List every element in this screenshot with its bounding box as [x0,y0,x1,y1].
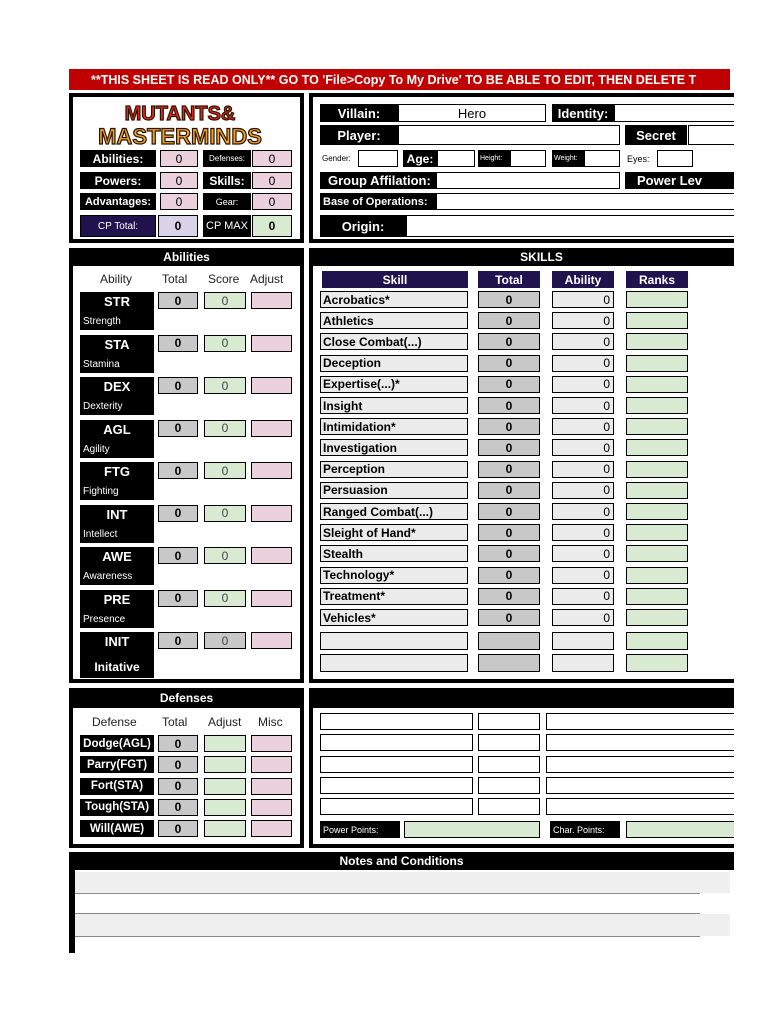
age-field[interactable] [437,150,475,167]
defense-misc[interactable] [251,735,292,752]
skill-ranks[interactable] [626,312,688,329]
skill-name [320,632,468,650]
ability-adjust[interactable] [251,335,292,352]
identity-label: Identity: [552,104,614,122]
height-field[interactable] [510,150,546,167]
defense-label: Fort(STA) [80,778,154,795]
ability-abbr: INIT [104,634,130,649]
skill-total: 0 [478,397,540,414]
skill-total: 0 [478,439,540,456]
skills-col-total: Total [478,271,540,288]
defense-adjust[interactable] [204,735,246,752]
skills-col-ability: Ability [552,271,614,288]
ability-abbr: AWE [102,549,132,564]
skill-ability: 0 [552,482,614,499]
skill-ability: 0 [552,397,614,414]
skill-ranks[interactable] [626,376,688,393]
cp-max-label: CP MAX [203,215,251,237]
defense-adjust[interactable] [204,820,246,837]
power-rank-field[interactable] [478,777,540,794]
ability-total: 0 [158,335,198,352]
ability-name: Dexterity [83,401,123,412]
origin-label: Origin: [320,215,406,237]
base-of-operations-label: Base of Operations: [320,193,436,210]
power-rank-field[interactable] [478,734,540,751]
skill-ability: 0 [552,312,614,329]
power-name-field[interactable] [320,798,473,815]
powers-summary-label: Powers: [80,172,156,189]
ability-name: Initative [94,660,140,674]
ability-label-awe [80,547,154,585]
skill-total: 0 [478,524,540,541]
skill-ranks[interactable] [626,291,688,308]
defenses-col-defense: Defense [92,715,137,729]
gender-field[interactable] [358,150,398,167]
read-only-banner [69,69,730,90]
skill-ability: 0 [552,291,614,308]
abilities-col-adjust: Adjust [250,272,284,286]
skill-total: 0 [478,588,540,605]
cp-max-value: 0 [252,215,292,237]
ability-score[interactable]: 0 [204,292,246,309]
weight-field[interactable] [584,150,620,167]
group-affiliation-field[interactable] [436,172,620,189]
skill-name: Perception [320,461,468,478]
ability-score[interactable]: 0 [204,590,246,607]
ability-abbr: PRE [103,591,131,607]
defenses-summary-label: Defenses: [203,150,251,167]
ability-adjust[interactable] [251,292,292,309]
skill-ranks[interactable] [626,482,688,499]
skill-ranks[interactable] [626,632,688,650]
power-desc-field[interactable] [546,777,734,794]
defense-label: Dodge(AGL) [80,735,154,752]
skill-ranks[interactable] [626,355,688,372]
ability-score[interactable]: 0 [204,420,246,437]
skills-col-ranks: Ranks [626,271,688,288]
defense-label: Will(AWE) [80,820,154,837]
skill-ability: 0 [552,418,614,435]
abilities-title: Abilities [69,248,304,266]
skill-ranks[interactable] [626,418,688,435]
weight-label: Weight: [552,150,584,167]
power-name-field[interactable] [320,734,473,751]
ability-total: 0 [158,547,198,564]
ability-label-ftg [80,462,154,500]
skill-total: 0 [478,545,540,562]
ability-label-init [80,632,154,678]
defense-misc[interactable] [251,820,292,837]
logo-line-2: MASTERMINDS [98,124,262,148]
skill-total [478,654,540,672]
power-name-field[interactable] [320,713,473,730]
power-rank-field[interactable] [478,756,540,773]
ability-abbr: STR [104,294,130,309]
skills-summary-value: 0 [252,172,292,189]
ability-total: 0 [158,292,198,309]
skill-name: Close Combat(...) [320,333,468,350]
skill-ranks[interactable] [626,439,688,456]
defense-total: 0 [158,820,198,837]
ability-total: 0 [158,377,198,394]
power-desc-field[interactable] [546,756,734,773]
skill-ranks[interactable] [626,503,688,520]
ability-label-str [80,292,154,330]
skill-ability: 0 [552,524,614,541]
skill-ranks[interactable] [626,545,688,562]
defenses-summary-value: 0 [252,150,292,167]
skill-total: 0 [478,418,540,435]
power-name-field[interactable] [320,777,473,794]
skill-name: Persuasion [320,482,468,499]
ability-score[interactable]: 0 [204,335,246,352]
advantages-summary-label: Advantages: [80,193,156,210]
power-name-field[interactable] [320,756,473,773]
skill-ranks[interactable] [626,397,688,414]
char-points-field[interactable] [626,821,734,838]
ability-abbr: DEX [103,379,131,394]
ability-total: 0 [158,590,198,607]
skill-total: 0 [478,567,540,584]
identity-field[interactable] [614,104,734,122]
origin-field[interactable] [406,215,734,237]
skill-ability: 0 [552,609,614,626]
eyes-label: Eyes: [625,150,657,167]
skill-total: 0 [478,312,540,329]
skill-ability: 0 [552,545,614,562]
secret-label: Secret [625,125,687,145]
skill-name: Stealth [320,545,468,562]
secret-field[interactable] [688,125,734,145]
ability-name: Stamina [83,358,120,370]
skill-total: 0 [478,355,540,372]
skill-ability [552,654,614,672]
defense-total: 0 [158,778,198,795]
defense-adjust[interactable] [204,778,246,795]
abilities-summary-value: 0 [160,150,198,167]
defenses-col-total: Total [162,715,188,729]
villain-field[interactable]: Hero [398,104,546,122]
abilities-col-ability: Ability [100,272,133,286]
notes-title: Notes and Conditions [69,852,734,870]
ability-adjust[interactable] [251,590,292,607]
skill-total: 0 [478,291,540,308]
defense-misc[interactable] [251,799,292,816]
skill-name: Insight [320,397,468,414]
notes-line-2[interactable] [75,893,700,914]
ability-name: Presence [83,613,126,625]
ability-label-agl [80,420,154,458]
skill-ability: 0 [552,376,614,393]
skill-total: 0 [478,482,540,499]
ability-name: Agility [83,443,110,455]
ability-score[interactable]: 0 [204,462,246,479]
skill-name: Vehicles* [320,609,468,626]
power-rank-field[interactable] [478,713,540,730]
skill-ranks[interactable] [626,333,688,350]
skill-ability: 0 [552,503,614,520]
skill-ranks[interactable] [626,609,688,626]
ability-adjust[interactable] [251,420,292,437]
skill-name: Sleight of Hand* [320,524,468,541]
skill-name: Intimidation* [320,418,468,435]
abilities-col-score: Score [208,272,240,286]
skill-total: 0 [478,503,540,520]
skill-ranks[interactable] [626,654,688,672]
skill-ability: 0 [552,588,614,605]
ability-label-dex [80,377,154,415]
ability-score[interactable]: 0 [204,547,246,564]
player-label: Player: [320,125,398,145]
villain-label: Villain: [320,104,398,122]
abilities-col-total: Total [162,272,188,286]
skill-name: Acrobatics* [320,291,468,308]
skill-ability: 0 [552,333,614,350]
defense-total: 0 [158,756,198,773]
skill-name: Expertise(...)* [320,376,468,393]
ability-total: 0 [158,462,198,479]
power-desc-field[interactable] [546,798,734,815]
defense-misc[interactable] [251,778,292,795]
ability-score[interactable]: 0 [204,505,246,522]
skill-name: Ranged Combat(...) [320,503,468,520]
power-points-field[interactable] [404,821,540,838]
cp-total-label: CP Total: [80,215,156,237]
banner-text: **THIS SHEET IS READ ONLY** GO TO 'File>Copy To My Drive' TO BE ABLE TO EDIT, THEN DELETE T [91,72,697,87]
ability-abbr: INT [106,506,128,522]
defense-total: 0 [158,735,198,752]
defense-misc[interactable] [251,756,292,773]
ability-abbr: AGL [103,421,131,437]
ability-label-sta [80,335,154,373]
skill-ability [552,632,614,650]
gear-summary-value: 0 [252,193,292,210]
skill-name: Technology* [320,567,468,584]
ability-label-pre [80,590,154,628]
char-points-label: Char. Points: [550,821,620,838]
logo-line-1: MUTANTS& [124,103,236,125]
skill-ability: 0 [552,461,614,478]
ability-name: Intellect [83,528,118,540]
age-label: Age: [403,150,437,167]
skills-summary-label: Skills: [203,172,251,189]
skills-col-skill: Skill [322,271,468,288]
abilities-summary-label: Abilities: [80,150,156,167]
skill-name: Athletics [320,312,468,329]
skill-name: Deception [320,355,468,372]
skill-name [320,654,468,672]
power-rank-field[interactable] [478,798,540,815]
defense-adjust[interactable] [204,756,246,773]
ability-abbr: FTG [104,464,130,479]
skill-name: Investigation [320,439,468,456]
ability-adjust[interactable] [251,632,292,649]
skill-ranks[interactable] [626,524,688,541]
skill-ability: 0 [552,355,614,372]
ability-score[interactable]: 0 [204,377,246,394]
power-desc-field[interactable] [546,713,734,730]
ability-name: Strength [83,316,121,327]
skill-ability: 0 [552,439,614,456]
ability-adjust[interactable] [251,505,292,522]
defenses-title: Defenses [69,688,304,708]
ability-adjust[interactable] [251,547,292,564]
defenses-col-misc: Misc [258,715,283,729]
ability-total: 0 [158,505,198,522]
power-points-label: Power Points: [320,821,400,838]
advantages-summary-value: 0 [160,193,198,210]
ability-total: 0 [158,632,198,649]
skill-ranks[interactable] [626,461,688,478]
power-desc-field[interactable] [546,734,734,751]
power-level-label: Power Lev [625,172,734,189]
cp-total-value: 0 [158,215,198,237]
ability-abbr: STA [104,336,130,352]
notes-line-3[interactable] [75,914,730,936]
skill-name: Treatment* [320,588,468,605]
defense-label: Tough(STA) [80,799,154,816]
ability-score[interactable]: 0 [204,632,246,649]
gear-summary-label: Gear: [203,193,251,210]
notes-line-4[interactable] [75,936,700,937]
ability-label-int [80,505,154,543]
skill-total: 0 [478,333,540,350]
gender-label: Gender: [320,150,358,167]
mutants-masterminds-logo [92,100,268,148]
ability-name: Awareness [83,571,133,582]
skill-total: 0 [478,461,540,478]
skills-title: SKILLS [309,248,734,266]
powers-summary-value: 0 [160,172,198,189]
powers-header-bar [309,688,734,708]
player-field[interactable] [398,125,620,145]
defense-label: Parry(FGT) [80,756,154,773]
ability-total: 0 [158,420,198,437]
base-of-operations-field[interactable] [436,193,734,210]
skill-ranks[interactable] [626,567,688,584]
defense-adjust[interactable] [204,799,246,816]
ability-name: Fighting [83,486,119,497]
group-affiliation-label: Group Affilation: [320,172,436,189]
defense-total: 0 [158,799,198,816]
ability-adjust[interactable] [251,377,292,394]
skill-total [478,632,540,650]
defenses-col-adjust: Adjust [208,715,242,729]
eyes-field[interactable] [657,150,693,167]
skill-ranks[interactable] [626,588,688,605]
height-label: Height: [478,150,510,167]
skill-ability: 0 [552,567,614,584]
skill-total: 0 [478,609,540,626]
skill-total: 0 [478,376,540,393]
notes-line-1[interactable] [75,872,730,893]
ability-adjust[interactable] [251,462,292,479]
